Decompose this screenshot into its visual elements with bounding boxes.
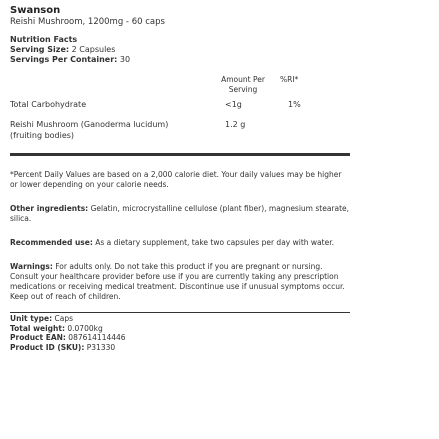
daily-value-footnote: *Percent Daily Values are based on a 2,000 calorie diet. Your daily values may be higher or lower depending on your calorie needs. xyxy=(10,170,342,189)
unit-type-label: Unit type: xyxy=(10,314,53,323)
serving-size-value: 2 Capsules xyxy=(71,45,116,54)
product-sku-value: P31330 xyxy=(86,342,116,352)
product-ean-label: Product EAN: xyxy=(10,333,66,342)
recommended-use xyxy=(10,238,350,248)
row-name: Reishi Mushroom (Ganoderma lucidum) (fruiting bodies) xyxy=(10,120,169,140)
brand-name: Swanson xyxy=(10,5,61,16)
nutrition-table-header xyxy=(10,69,350,99)
unit-type-value: Caps xyxy=(54,314,74,323)
servings-label: Servings Per Container: xyxy=(10,55,118,64)
product-ean xyxy=(10,333,430,343)
row-percent: 1% xyxy=(288,100,301,109)
recommended-use-label: Recommended use: xyxy=(10,238,93,247)
product-ean-value: 087614114446 xyxy=(68,333,126,342)
serving-size-label: Serving Size: xyxy=(10,45,70,54)
product-sku xyxy=(10,343,430,353)
table-row xyxy=(10,119,350,141)
row-amount: 1.2 g xyxy=(225,120,246,129)
total-weight-value: 0.0700kg xyxy=(67,323,103,333)
servings-value: 30 xyxy=(119,55,131,64)
section-divider xyxy=(10,153,350,156)
other-ingredients xyxy=(10,204,350,224)
row-name: Total Carbohydrate xyxy=(10,100,87,109)
recommended-use-text: As a dietary supplement, take two capsules per day with water. xyxy=(95,238,334,247)
other-ingredients-label: Other ingredients: xyxy=(10,204,89,213)
column-header-amount: Amount Per Serving xyxy=(221,75,265,94)
unit-type xyxy=(10,314,430,324)
nutrition-table xyxy=(10,69,350,141)
servings-per-container xyxy=(10,55,430,65)
nutrition-facts-title: Nutrition Facts xyxy=(10,35,78,44)
total-weight xyxy=(10,324,430,334)
meta-divider xyxy=(10,312,350,313)
row-amount: <1g xyxy=(225,100,242,109)
product-info-panel xyxy=(10,5,430,352)
warnings-label: Warnings: xyxy=(10,262,53,271)
table-row xyxy=(10,99,350,119)
warnings xyxy=(10,262,350,302)
column-header-rdi: %RI* xyxy=(280,75,299,84)
total-weight-label: Total weight: xyxy=(10,323,65,333)
product-sku-label: Product ID (SKU): xyxy=(10,342,85,352)
serving-size xyxy=(10,45,430,55)
product-name: Reishi Mushroom, 1200mg - 60 caps xyxy=(10,17,165,27)
warnings-text: For adults only. Do not take this product if you are pregnant or nursing. Consult your healthcare provider before use if you are currently taking any prescription medications or receiving medical treatment. Discontinue use if unusual symptoms occur. Keep out of reach of children. xyxy=(10,262,345,301)
other-ingredients-text: Gelatin, microcrystalline cellulose (plant fiber), magnesium stearate, silica. xyxy=(10,204,350,223)
